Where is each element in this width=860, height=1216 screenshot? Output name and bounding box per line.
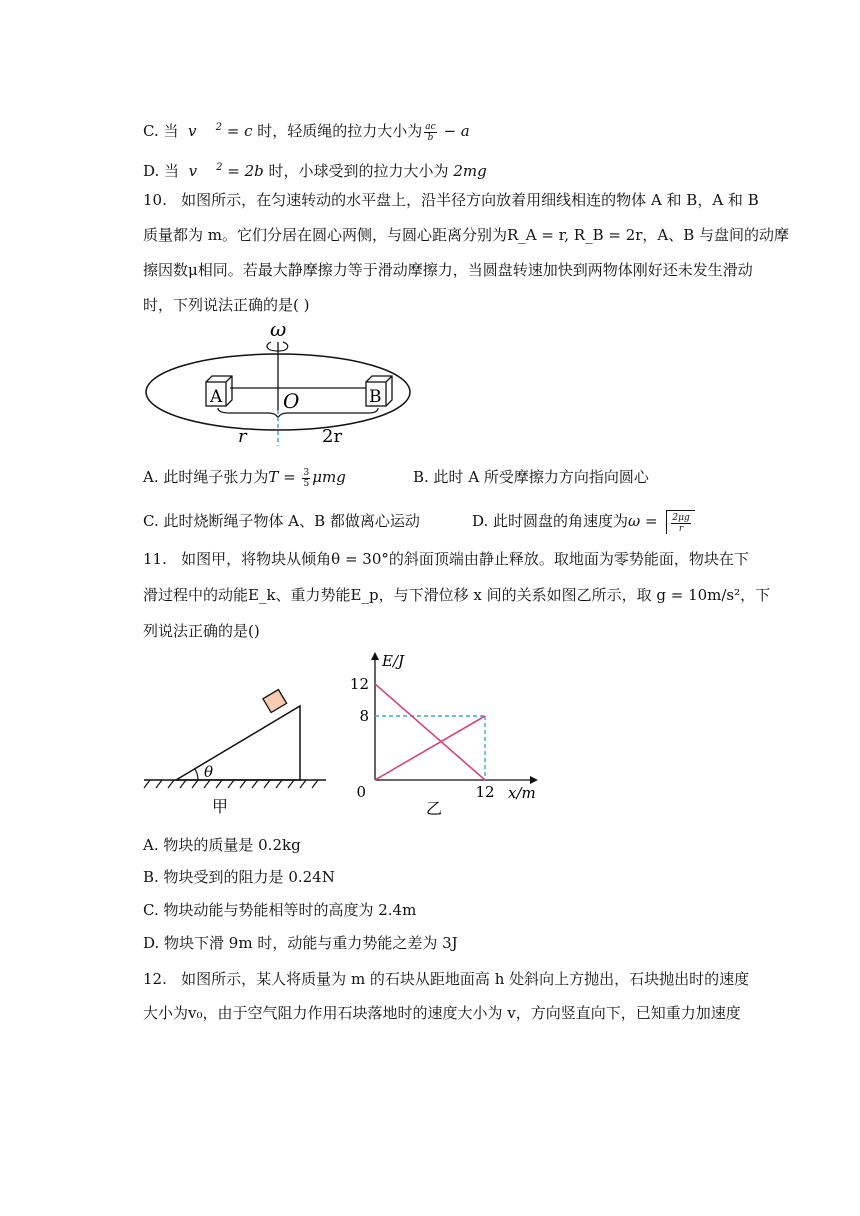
y-axis-label: E/J xyxy=(382,652,405,670)
center-label: O xyxy=(283,389,300,413)
q9-option-d: D. 当 v $^2$ = 2b 时，小球受到的拉力大小为 2mg xyxy=(143,162,487,180)
q12-line2: 大小为v₀，由于空气阻力作用石块落地时的速度大小为 v，方向竖直向下，已知重力加速度 xyxy=(143,1004,741,1022)
q11-line3: 列说法正确的是() xyxy=(143,622,260,640)
q11-option-d: D. 物块下滑 9m 时，动能与重力势能之差为 3J xyxy=(143,934,458,952)
svg-text:A: A xyxy=(210,387,223,407)
y-tick-label: 8 xyxy=(359,707,369,725)
q11-option-a: A. 物块的质量是 0.2kg xyxy=(143,836,301,854)
q9-option-c: C. 当 v $^2$ = c 时，轻质绳的拉力大小为 $\frac{ac}{b}$ − a xyxy=(143,121,470,143)
q12-line1: 12. 如图所示，某人将质量为 m 的石块从距地面高 h 处斜向上方抛出，石块抛出时的速度 xyxy=(143,970,750,988)
q10-option-c: C. 此时烧断绳子物体 A、B 都做离心运动 xyxy=(143,512,420,530)
fraction: $\frac{2\mu g}{r}$ xyxy=(672,512,690,534)
series-line-1 xyxy=(375,684,485,780)
q11-line2: 滑过程中的动能E_k、重力势能E_p，与下滑位移 x 间的关系如图乙所示，取 g = 10m/s²，下 xyxy=(143,586,771,604)
q10-line4: 时，下列说法正确的是( ) xyxy=(143,296,310,314)
q11-option-c: C. 物块动能与势能相等时的高度为 2.4m xyxy=(143,901,417,919)
fraction: $\frac{ac}{b}$ xyxy=(425,121,436,143)
q10-option-a: A. 此时绳子张力为T = $\frac{3}{5}$ μmg xyxy=(143,467,346,489)
y-tick-label: 12 xyxy=(349,675,369,693)
q10-line3: 擦因数μ相同。若最大静摩擦力等于滑动摩擦力，当圆盘转速加快到两物体刚好还未发生滑动 xyxy=(143,261,753,279)
radius-2r-label: 2r xyxy=(322,426,343,447)
caption-yi: 乙 xyxy=(426,799,443,818)
svg-text:B: B xyxy=(369,387,382,407)
omega-label: ω xyxy=(270,317,287,341)
q10-option-d: D. 此时圆盘的角速度为ω = $\frac{2\mu g}{r}$ xyxy=(472,510,695,534)
theta-label: θ xyxy=(204,763,214,781)
block-a xyxy=(206,376,232,407)
block-b xyxy=(366,376,392,407)
q10-line2: 质量都为 m。它们分居在圆心两侧，与圆心距离分别为R_A = r, R_B = 2r，A、B 与盘间的动摩 xyxy=(143,226,790,244)
energy-chart xyxy=(350,648,550,818)
x-axis-label: x/m xyxy=(508,784,536,802)
formula: v $^2$ = c xyxy=(183,122,253,140)
rotating-disk-figure xyxy=(140,318,430,448)
x-tick-label: 0 xyxy=(356,783,366,801)
ground-hatching xyxy=(144,780,318,788)
series-line-2 xyxy=(375,716,485,780)
q11-option-b: B. 物块受到的阻力是 0.24N xyxy=(143,868,335,886)
x-tick-label: 12 xyxy=(475,783,495,801)
formula: v $^2$ = 2b xyxy=(183,162,264,180)
caption-jia: 甲 xyxy=(212,797,229,816)
incline-figure xyxy=(140,690,340,820)
fraction: $\frac{3}{5}$ xyxy=(303,467,310,489)
q10-line1: 10. 如图所示，在匀速转动的水平盘上，沿半径方向放着用细线相连的物体 A 和 B，A 和 B xyxy=(143,191,759,209)
radius-r-label: r xyxy=(238,426,247,447)
block xyxy=(263,690,287,713)
q10-option-b: B. 此时 A 所受摩擦力方向指向圆心 xyxy=(413,468,649,486)
q11-line1: 11. 如图甲，将物块从倾角θ = 30°的斜面顶端由静止释放。取地面为零势能面，物块在下 xyxy=(143,550,749,568)
